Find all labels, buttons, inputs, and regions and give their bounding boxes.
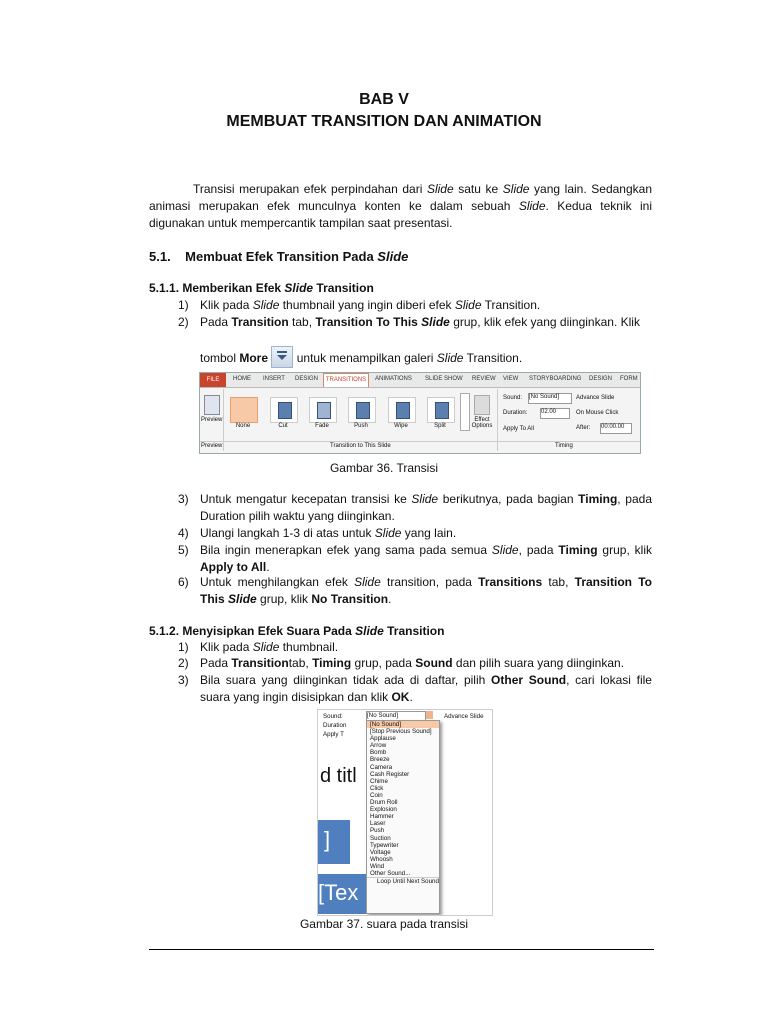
list-number: 4) [178,526,189,540]
slide-blue-box [318,820,350,864]
list-item [178,542,652,576]
preview-group-label: Preview [201,443,223,449]
after-checkbox[interactable]: After: [576,425,591,431]
ribbon-tab[interactable]: INSERT [263,376,285,382]
sound-label: Sound: [503,395,523,401]
ribbon-tab[interactable]: REVIEW [472,376,496,382]
sound-option[interactable]: [No Sound] [367,721,439,728]
transition-ribbon-figure [199,372,641,454]
effect-options-label[interactable]: Effect Options [471,417,493,429]
section-heading-5-1-1: 5.1.1. Memberikan Efek Slide Transition [149,281,374,295]
sound-option[interactable]: [Stop Previous Sound] [370,728,432,736]
list-text: Bila suara yang diinginkan tidak ada di daftar, pilih Other Sound, cari lokasi file suara yang ingin disisipkan dan klik OK. [200,673,652,704]
list-number: 3) [178,492,189,506]
after-input[interactable]: 00:00.00 [600,423,632,434]
sound-option[interactable]: Hammer [370,813,394,821]
list-text: Klik pada Slide thumbnail. [200,640,339,654]
split-icon [435,402,449,419]
section-heading-5-1-2: 5.1.2. Menyisipkan Efek Suara Pada Slide Transition [149,624,445,638]
list-item [178,297,652,314]
list-item [178,491,652,525]
transition-tile-fade[interactable] [309,397,337,423]
sound-option[interactable]: Wind [370,862,385,870]
list-item [178,574,652,608]
list-number: 6) [178,575,189,589]
ribbon-tab[interactable]: DESIGN [589,376,613,382]
ribbon-tab[interactable]: SLIDE SHOW [425,376,463,382]
preview-label[interactable]: Preview [201,417,223,423]
sound-option[interactable]: Camera [370,763,393,771]
on-mouse-click-checkbox[interactable]: On Mouse Click [576,410,619,416]
transition-tile-split[interactable] [427,397,455,423]
list-number: 1) [178,298,189,312]
apply-all-button[interactable]: Apply To All [503,426,534,432]
gallery-scroll[interactable] [460,393,470,431]
advance-slide-label: Advance Slide [444,713,484,720]
advance-slide-label: Advance Slide [576,395,615,401]
apply-label: Apply T [323,731,344,738]
list-text: Klik pada Slide thumbnail yang ingin diberi efek Slide Transition. [200,298,541,312]
tile-label: Split [434,423,446,429]
page-title: MEMBUAT TRANSITION DAN ANIMATION [226,113,542,130]
more-label: More [239,351,269,365]
ribbon-tab-file[interactable]: FILE [200,373,226,387]
sound-dropdown-figure [317,709,493,916]
list-text: Untuk menghilangkan efek Slide transition, pada Transitions tab, Transition To This Slide grup, klik No Transition. [200,575,652,606]
fade-icon [317,402,331,419]
effect-options-icon[interactable] [474,395,490,415]
preview-icon[interactable] [204,395,220,415]
tile-label: Fade [315,423,329,429]
slide-title-fragment: d titl [320,765,357,787]
slide-bracket-fragment: ] [324,827,331,852]
list-text: Pada Transition tab, Transition To This Slide grup, klik efek yang diinginkan. Klik [200,315,640,329]
list-text: Untuk mengatur kecepatan transisi ke Slide berikutnya, pada bagian Timing, pada Duration pilih waktu yang diinginkan. [200,492,652,523]
figure-caption-36: Gambar 36. Transisi [329,461,439,475]
duration-input[interactable]: 02.00 [540,408,570,419]
tile-label: Cut [278,423,288,429]
duration-label: Duration: [503,410,528,416]
ribbon-tab[interactable]: DESIGN [295,376,319,382]
list-text: Pada Transitiontab, Timing grup, pada Sound dan pilih suara yang diinginkan. [200,656,625,670]
more-line-pre: tombol [200,351,240,365]
list-text: Bila ingin menerapkan efek yang sama pada semua Slide, pada Timing grup, klik Apply to All. [200,543,652,574]
more-button-line [200,346,522,368]
sound-option[interactable]: Typewriter [370,841,399,849]
sound-option[interactable]: Push [370,827,385,835]
sound-option[interactable]: Whoosh [370,855,393,863]
cut-icon [278,402,292,419]
sound-option[interactable]: Coin [370,791,383,799]
sound-option[interactable]: Explosion [370,806,397,814]
sound-option[interactable]: Chime [370,777,388,785]
list-item [178,672,652,706]
sound-select[interactable]: [No Sound] [528,393,572,404]
list-item [178,314,652,331]
ribbon-tabs [200,373,640,388]
list-number: 1) [178,640,189,654]
more-line-post: untuk menampilkan galeri Slide Transition. [296,351,523,365]
sound-option[interactable]: Applause [370,735,396,743]
sound-option[interactable]: Arrow [370,742,387,750]
list-item [178,655,652,672]
list-item [178,639,652,656]
ribbon-tab[interactable]: VIEW [503,376,519,382]
loop-option[interactable]: Loop Until Next Sound [367,877,439,885]
list-number: 2) [178,656,189,670]
list-number: 3) [178,673,189,687]
sound-option[interactable]: Suction [370,834,391,842]
list-number: 2) [178,315,189,329]
list-item [178,525,652,542]
ribbon-tab-transitions[interactable]: TRANSITIONS [323,373,369,387]
sound-select[interactable]: [No Sound] [366,711,426,721]
intro-text: Transisi merupakan efek perpindahan dari Slide satu ke Slide yang lain. Sedangkan animasi merupakan efek munculnya konten ke dalam sebuah Slide. Kedua teknik ini digunakan untuk mempercantik tampilan saat presentasi. [149,182,652,230]
sound-option[interactable]: Breeze [370,756,390,764]
transition-tile-none[interactable] [230,397,258,423]
more-dropdown-icon [271,346,293,368]
ribbon-tab[interactable]: HOME [233,376,251,382]
transition-group-label: Transition to This Slide [330,443,391,449]
sound-option[interactable]: Laser [370,820,386,828]
sound-option[interactable]: Click [370,784,384,792]
tile-label: Wipe [394,423,408,429]
transition-tile-wipe[interactable] [388,397,416,423]
duration-label: Duration [323,722,347,729]
sound-option[interactable]: Voltage [370,848,391,856]
intro-paragraph [149,181,652,232]
sound-option[interactable]: Cash Register [370,770,410,778]
ribbon-tab[interactable]: STORYBOARDING [529,376,582,382]
chapter-label: BAB V [359,91,409,108]
sound-option[interactable]: Other Sound... [370,869,411,877]
section-heading-5-1: 5.1. Membuat Efek Transition Pada Slide [149,249,409,264]
list-number: 5) [178,543,189,557]
sound-option[interactable]: Bomb [370,749,387,757]
list-text: Ulangi langkah 1-3 di atas untuk Slide yang lain. [200,526,457,540]
tile-label: None [235,423,251,429]
push-icon [356,402,370,419]
sound-label: Sound: [323,713,343,720]
footer-rule [149,949,654,950]
ribbon-tab[interactable]: ANIMATIONS [375,376,412,382]
sound-list [366,720,440,914]
wipe-icon [396,402,410,419]
transition-tile-push[interactable] [348,397,376,423]
tile-label: Push [354,423,368,429]
transition-tile-cut[interactable] [270,397,298,423]
slide-text-fragment: [Tex [318,880,359,905]
sound-option[interactable]: Drum Roll [370,799,398,807]
group-bottom-rule [200,441,640,442]
dropdown-arrow-icon[interactable] [426,711,433,719]
ribbon-tab[interactable]: FORM [620,376,638,382]
timing-group-label: Timing [555,443,573,449]
figure-caption-37: Gambar 37. suara pada transisi [299,917,469,931]
